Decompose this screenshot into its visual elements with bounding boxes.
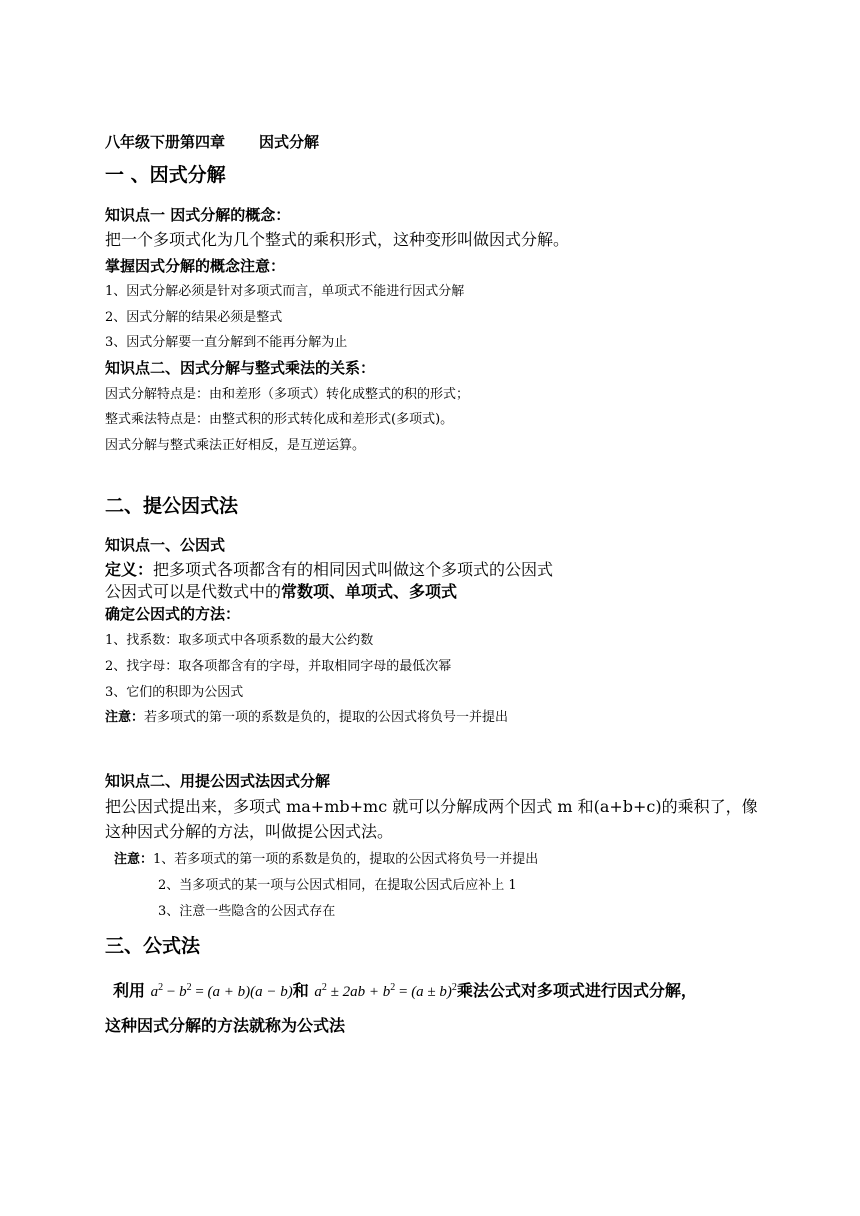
section2-heading: 二、提公因式法 xyxy=(105,495,239,517)
can-be-types: 常数项、单项式、多项式 xyxy=(281,582,458,601)
definition-label: 定义： xyxy=(105,560,154,579)
note-label: 注意： xyxy=(114,852,154,867)
s2-method-item: 1、找系数：取多项式中各项系数的最大公约数 xyxy=(105,633,374,648)
s2-kp1-title: 知识点一、公因式 xyxy=(105,536,226,554)
note-item: 1、若多项式的第一项的系数是负的，提取的公因式将负号一并提出 xyxy=(153,852,539,867)
formula-tail-text: 乘法公式对多项式进行因式分解， xyxy=(456,981,697,1000)
s2-note xyxy=(105,710,508,726)
definition-text: 把多项式各项都含有的相同因式叫做这个多项式的公因式 xyxy=(153,560,554,579)
section1-heading: 一 、因式分解 xyxy=(105,164,226,186)
and-text: 和 xyxy=(292,981,309,1000)
chapter-topic: 因式分解 xyxy=(259,133,320,151)
s2-definition xyxy=(105,560,553,579)
s3-line2: 这种因式分解的方法就称为公式法 xyxy=(105,1016,346,1035)
s1-note-item: 3、因式分解要一直分解到不能再分解为止 xyxy=(105,335,348,350)
s1-kp2-title: 知识点二、因式分解与整式乘法的关系： xyxy=(105,359,376,377)
s1-notes-title: 掌握因式分解的概念注意： xyxy=(105,257,286,275)
note-text: 若多项式的第一项的系数是负的，提取的公因式将负号一并提出 xyxy=(144,710,509,725)
section3-heading: 三、公式法 xyxy=(105,935,201,957)
s1-kp2-line: 整式乘法特点是：由整式积的形式转化成和差形式(多项式)。 xyxy=(105,412,454,427)
s2-method-item: 3、它们的积即为公因式 xyxy=(105,685,244,700)
s2-can-be xyxy=(105,582,457,601)
s1-kp2-line: 因式分解与整式乘法正好相反，是互逆运算。 xyxy=(105,438,366,453)
s2-kp2-paragraph-line1: 把公因式提出来，多项式 ma+mb+mc 就可以分解成两个因式 m 和(a+b+c)的乘积了，像 xyxy=(105,797,758,816)
s2-kp2-note-item: 3、注意一些隐含的公因式存在 xyxy=(158,904,336,919)
s2-method-title: 确定公因式的方法： xyxy=(105,605,241,623)
chapter-title xyxy=(105,133,319,151)
s1-kp1-title: 知识点一 因式分解的概念： xyxy=(105,206,291,224)
s1-kp1-definition: 把一个多项式化为几个整式的乘积形式，这种变形叫做因式分解。 xyxy=(105,230,570,249)
s3-formula-line xyxy=(113,981,697,1001)
s1-note-item: 1、因式分解必须是针对多项式而言，单项式不能进行因式分解 xyxy=(105,284,465,299)
s2-kp2-note-item: 2、当多项式的某一项与公因式相同，在提取公因式后应补上 1 xyxy=(158,878,517,893)
can-be-prefix: 公因式可以是代数式中的 xyxy=(105,582,282,601)
s2-kp2-note xyxy=(114,852,538,868)
s2-method-item: 2、找字母：取各项都含有的字母，并取相同字母的最低次幂 xyxy=(105,659,452,674)
chapter-label: 八年级下册第四章 xyxy=(105,133,226,151)
s2-kp2-title: 知识点二、用提公因式法因式分解 xyxy=(105,772,331,790)
note-label: 注意： xyxy=(105,710,145,725)
s1-note-item: 2、因式分解的结果必须是整式 xyxy=(105,310,283,325)
difference-of-squares-formula: $a^2 - b^2 = (a + b)(a - b)$ xyxy=(150,982,293,1000)
s1-kp2-line: 因式分解特点是：由和差形（多项式）转化成整式的积的形式； xyxy=(105,387,470,402)
s2-kp2-paragraph-line2: 这种因式分解的方法，叫做提公因式法。 xyxy=(105,822,394,841)
use-text: 利用 xyxy=(113,981,146,1000)
perfect-square-formula: $a^2 \pm 2ab + b^2 = (a \pm b)^2$ xyxy=(314,982,457,1000)
